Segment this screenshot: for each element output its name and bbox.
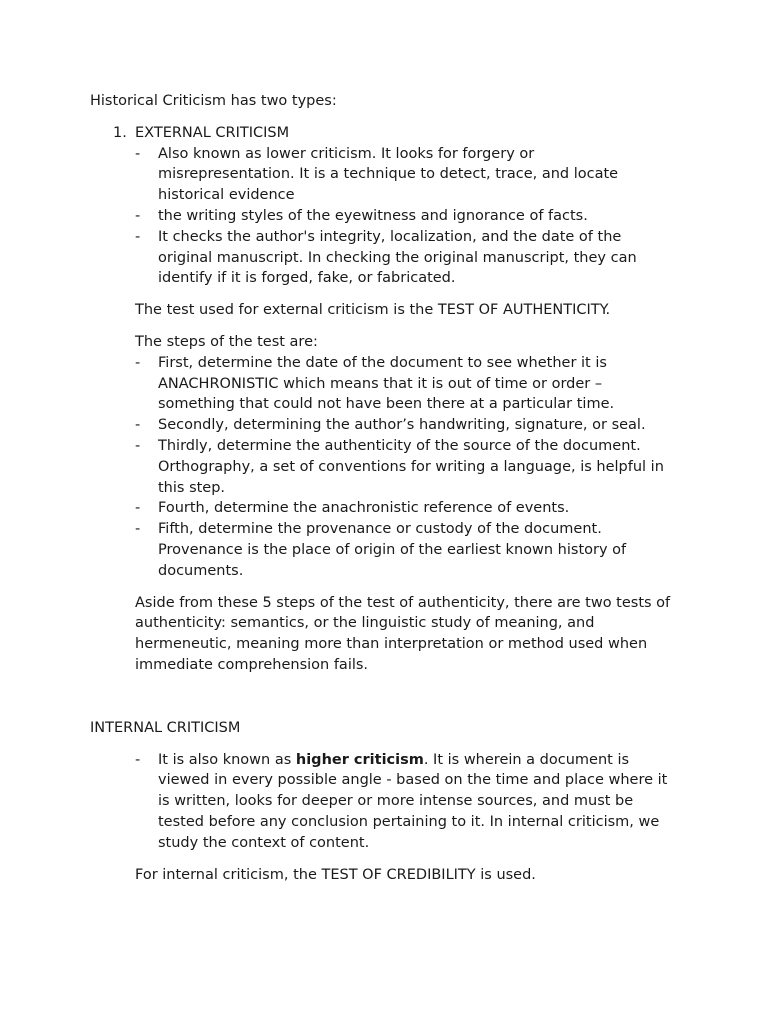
dash-bullet: - [135,354,141,371]
step-text: Fourth, determine the anachronistic reference of events. [158,500,570,517]
dash-bullet: - [135,437,141,454]
internal-bullet-post: . It is wherein a document is viewed in every possible angle - based on the time and place where it is written, looks for deeper or more intense sources, and must be tested before any conclusion pertaining to it. In internal criticism, we study the context of content. [158,751,668,851]
bullet-text: It checks the author's integrity, localization, and the date of the original manuscript. In checking the original manuscript, they can identify if it is forged, fake, or fabricated. [158,228,637,287]
intro-text: Historical Criticism has two types: [90,93,337,109]
dash-bullet: - [135,500,141,517]
steps-list [135,353,675,582]
list-item [135,750,675,854]
aside-paragraph: Aside from these 5 steps of the test of authenticity, there are two tests of authenticity: semantics, or the linguistic study of meaning, and hermeneutic, meaning more than interpretation or method used when immediate comprehension fails. [135,594,671,673]
list-number: 1. [113,124,127,141]
internal-bullet-pre: It is also known as [158,751,296,768]
step-text: Thirdly, determine the authenticity of the source of the document. Orthography, a set of conventions for writing a language, is helpful in this step. [158,437,664,496]
higher-criticism-bold: higher criticism [295,751,424,768]
dash-bullet: - [135,751,141,768]
external-heading-text: EXTERNAL CRITICISM [135,124,290,141]
internal-bullet-text [158,752,667,851]
external-test-sentence: The test used for external criticism is the TEST OF AUTHENTICITY. [135,302,611,319]
internal-test-sentence: For internal criticism, the TEST OF CREDIBILITY is used. [135,866,536,883]
list-item [135,436,675,498]
steps-intro: The steps of the test are: [135,333,318,350]
dash-bullet: - [135,207,141,224]
step-text: Fifth, determine the provenance or custody of the document. Provenance is the place of origin of the earliest known history of documents. [158,521,627,579]
dash-bullet: - [135,521,141,538]
dash-bullet: - [135,145,141,162]
external-criticism-heading [90,123,690,144]
internal-bullet-list [135,750,675,854]
external-section [135,144,675,676]
list-item [135,227,675,289]
list-item [135,519,675,581]
external-bullet-list [135,144,675,290]
list-item [135,415,675,436]
step-text: Secondly, determining the author’s handwriting, signature, or seal. [158,417,646,434]
bullet-text: Also known as lower criticism. It looks for forgery or misrepresentation. It is a technique to detect, trace, and locate historical evidence [158,145,619,204]
dash-bullet: - [135,417,141,434]
list-item [135,206,675,227]
step-text: First, determine the date of the document to see whether it is ANACHRONISTIC which means that it is out of time or order – something that could not have been there at a particular time. [158,354,615,413]
document-page [90,91,690,885]
internal-section [135,750,675,886]
list-item [135,353,675,415]
bullet-text: the writing styles of the eyewitness and ignorance of facts. [158,207,588,224]
dash-bullet: - [135,228,141,245]
internal-criticism-heading: INTERNAL CRITICISM [90,719,241,736]
list-item [135,498,675,519]
list-item [135,144,675,206]
